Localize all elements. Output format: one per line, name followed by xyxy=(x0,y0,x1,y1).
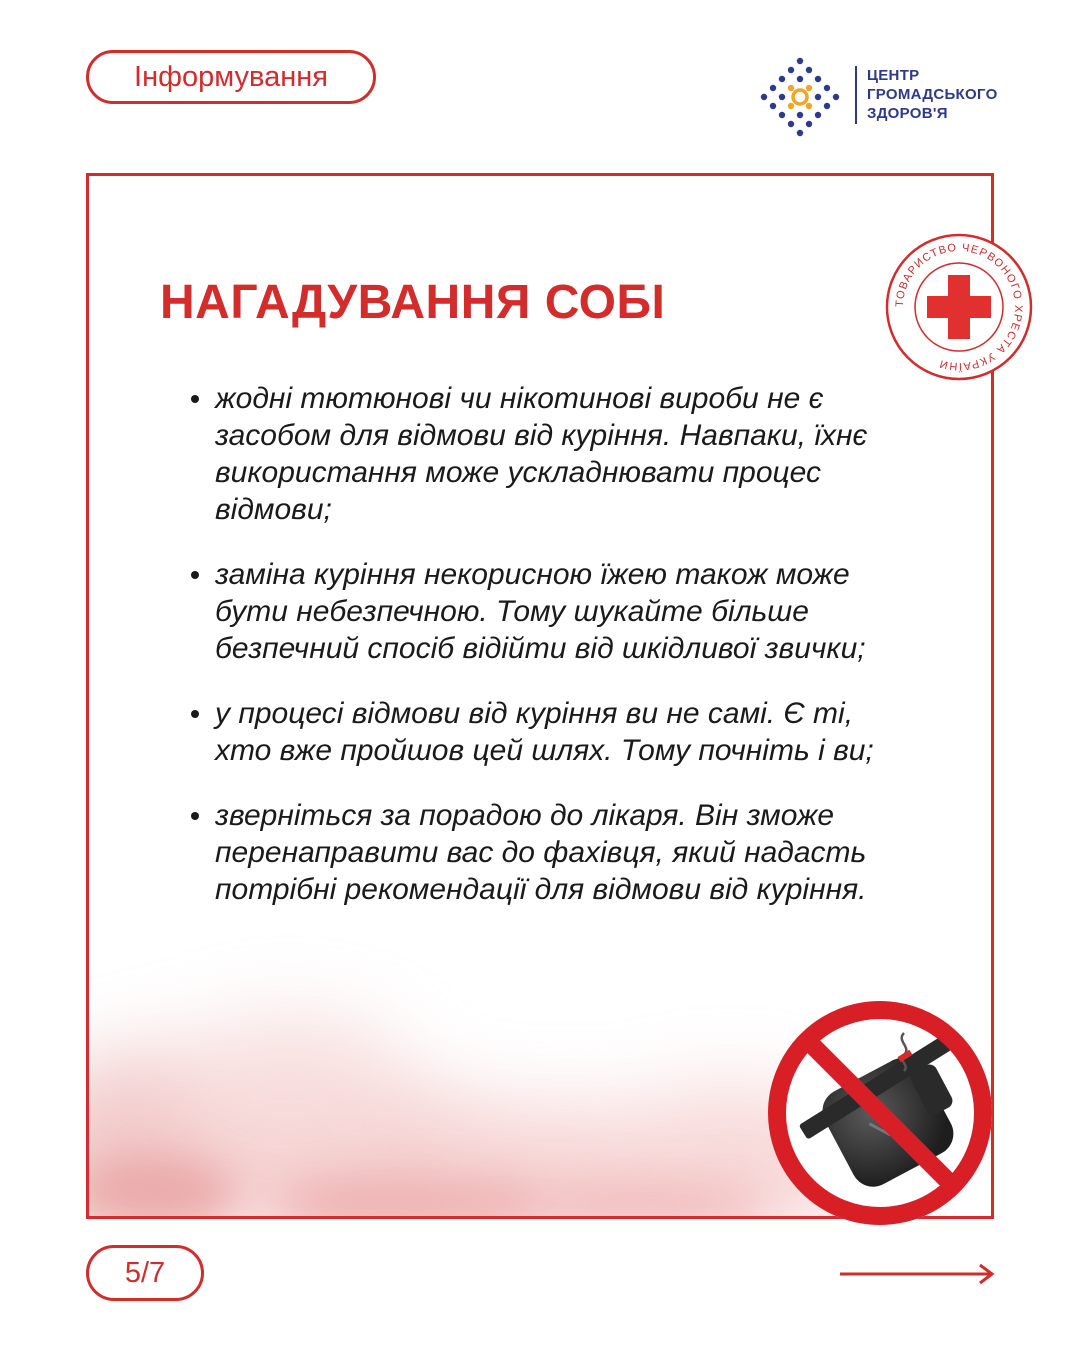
card-title: НАГАДУВАННЯ СОБІ xyxy=(160,276,666,329)
reminder-list xyxy=(215,380,895,936)
no-smoking-vape-icon xyxy=(760,993,1000,1233)
category-tag: Інформування xyxy=(86,50,376,104)
red-cross-seal-icon xyxy=(884,232,1034,382)
page-indicator: 5/7 xyxy=(86,1245,204,1301)
list-item: зверніться за порадою до лікаря. Він зможе перенаправити вас до фахівця, який надасть потрібні рекомендації для відмови від куріння. xyxy=(215,797,895,908)
list-item: заміна куріння некорисною їжею також може бути небезпечною. Тому шукайте більше безпечний спосіб відійти від шкідливої звички; xyxy=(215,556,895,667)
arrow-right-icon[interactable] xyxy=(838,1262,998,1286)
seal-text: ТОВАРИСТВО ЧЕРВОНОГО ХРЕСТА УКРАЇНИ xyxy=(893,241,1025,373)
org-name-line-2: ГРОМАДСЬКОГО xyxy=(867,86,998,103)
logo-divider xyxy=(855,66,857,124)
list-item: жодні тютюнові чи нікотинові вироби не є засобом для відмови від куріння. Навпаки, їхнє використання може ускладнювати процес відмови; xyxy=(215,380,895,528)
org-name-line-3: ЗДОРОВ'Я xyxy=(867,105,948,122)
center-public-health-logo-icon xyxy=(755,52,845,142)
list-item: у процесі відмови від куріння ви не самі. Є ті, хто вже пройшов цей шлях. Тому почніть і ви; xyxy=(215,695,895,769)
org-name-line-1: ЦЕНТР xyxy=(867,67,920,84)
org-name xyxy=(867,66,998,123)
